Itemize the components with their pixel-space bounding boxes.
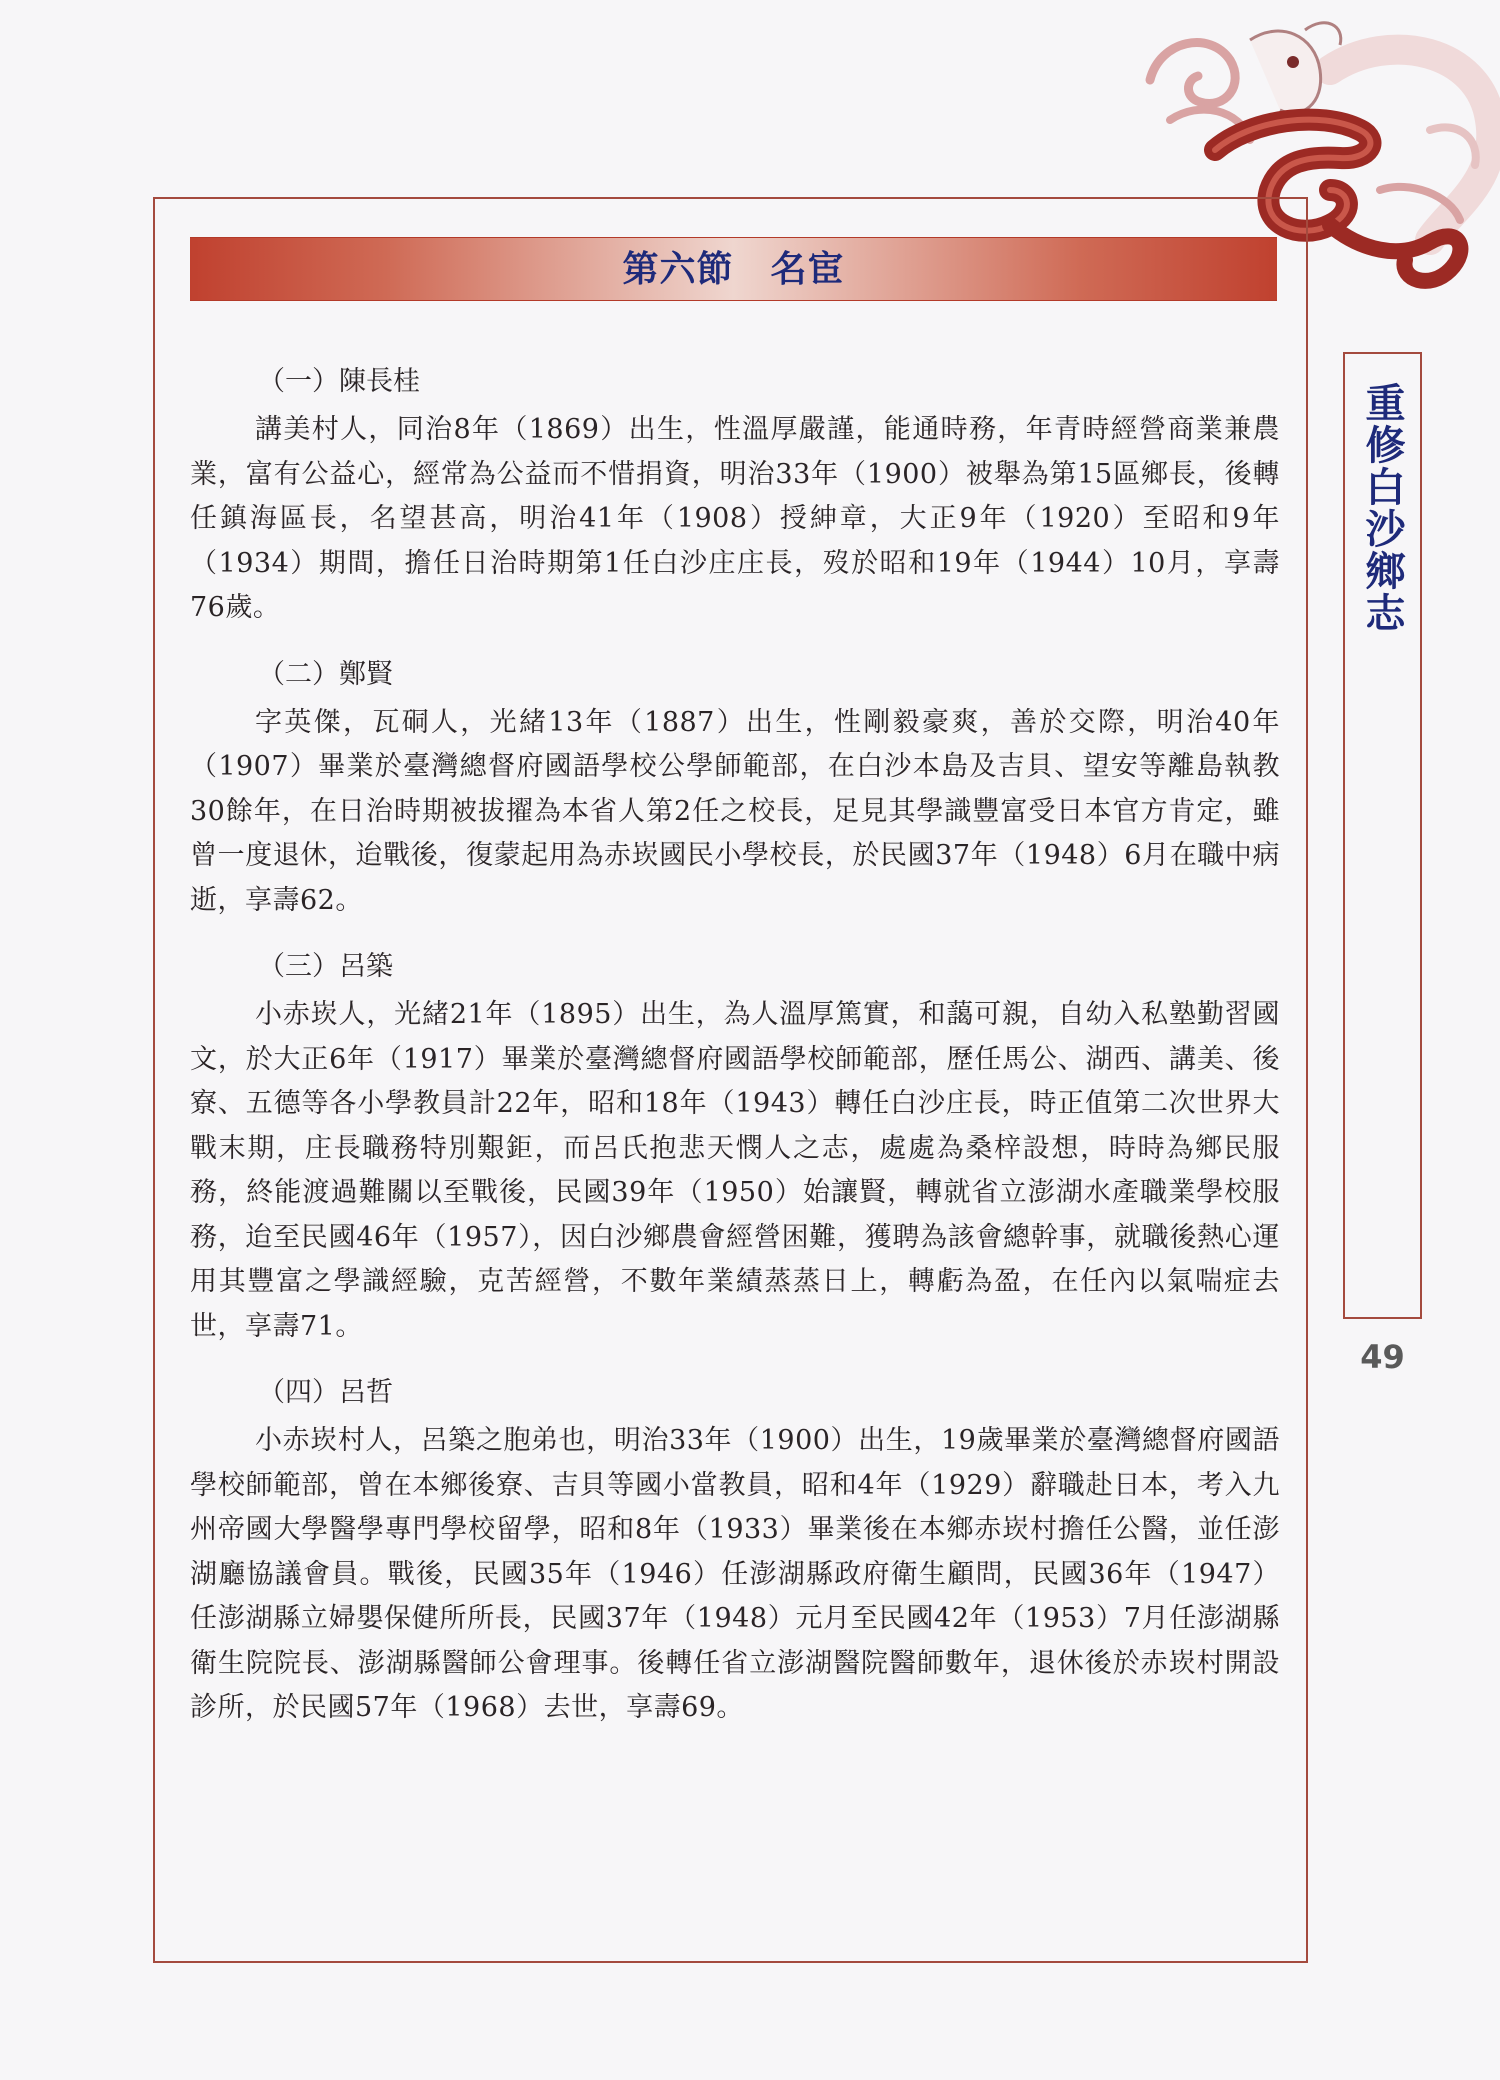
section-body: 講美村人，同治8年（1869）出生，性溫厚嚴謹，能通時務，年青時經營商業兼農業，富有公益心，經常為公益而不惜捐資，明治33年（1900）被舉為第15區鄉長，後轉任鎮海區長，名望甚高，明治41年（1908）授紳章，大正9年（1920）至昭和9年（1934）期間，擔任日治時期第1任白沙庄庄長，歿於昭和19年（1944）10月，享壽76歲。 (190, 414, 1280, 623)
page-number: 49 (1360, 1338, 1405, 1376)
section-heading: （二）鄭賢 (258, 658, 393, 690)
chapter-title-bar (190, 237, 1277, 301)
section-body: 小赤崁村人，呂築之胞弟也，明治33年（1900）出生，19歲畢業於臺灣總督府國語學校師範部，曾在本鄉後寮、吉貝等國小當教員，昭和4年（1929）辭職赴日本，考入九州帝國大學醫學專門學校留學，昭和8年（1933）畢業後在本鄉赤崁村擔任公醫，並任澎湖廳協議會員。戰後，民國35年（1946）任澎湖縣政府衛生顧問，民國36年（1947）任澎湖縣立婦嬰保健所所長，民國37年（1948）元月至民國42年（1953）7月任澎湖縣衛生院院長、澎湖縣醫師公會理事。後轉任省立澎湖醫院醫師數年，退休後於赤崁村開設診所，於民國57年（1968）去世，享壽69。 (190, 1425, 1280, 1723)
section-heading: （三）呂築 (258, 951, 393, 982)
section-lu-zhe (190, 1367, 1280, 1731)
side-title-tab (1343, 352, 1422, 1319)
section-zheng-xian (190, 649, 1280, 924)
section-heading: （四）呂哲 (258, 1377, 393, 1408)
section-chen-changgui (190, 356, 1280, 631)
chapter-title: 第六節 名宦 (622, 248, 845, 290)
section-body: 字英傑，瓦硐人，光緒13年（1887）出生，性剛毅豪爽，善於交際，明治40年（1907）畢業於臺灣總督府國語學校公學師範部，在白沙本島及吉貝、望安等離島執教30餘年，在日治時期被拔擢為本省人第2任之校長，足見其學識豐富受日本官方肯定，雖曾一度退休，迨戰後，復蒙起用為赤崁國民小學校長，於民國37年（1948）6月在職中病逝，享壽62。 (190, 706, 1280, 916)
side-title (1345, 382, 1420, 634)
side-title-text: 重修白沙鄉志 (1359, 382, 1406, 634)
section-heading: （一）陳長桂 (258, 366, 420, 397)
section-lu-zhu (190, 941, 1280, 1349)
main-content (190, 356, 1280, 1731)
section-body: 小赤崁人，光緒21年（1895）出生，為人溫厚篤實，和藹可親，自幼入私塾勤習國文，於大正6年（1917）畢業於臺灣總督府國語學校師範部，歷任馬公、湖西、講美、後寮、五德等各小學教員計22年，昭和18年（1943）轉任白沙庄長，時正值第二次世界大戰末期，庄長職務特別艱鉅，而呂氏抱悲天憫人之志，處處為桑梓設想，時時為鄉民服務，終能渡過難關以至戰後，民國39年（1950）始讓賢，轉就省立澎湖水產職業學校服務，迨至民國46年（1957），因白沙鄉農會經營困難，獲聘為該會總幹事，就職後熱心運用其豐富之學識經驗，克苦經營，不數年業績蒸蒸日上，轉虧為盈，在任內以氣喘症去世，享壽71。 (190, 999, 1280, 1342)
